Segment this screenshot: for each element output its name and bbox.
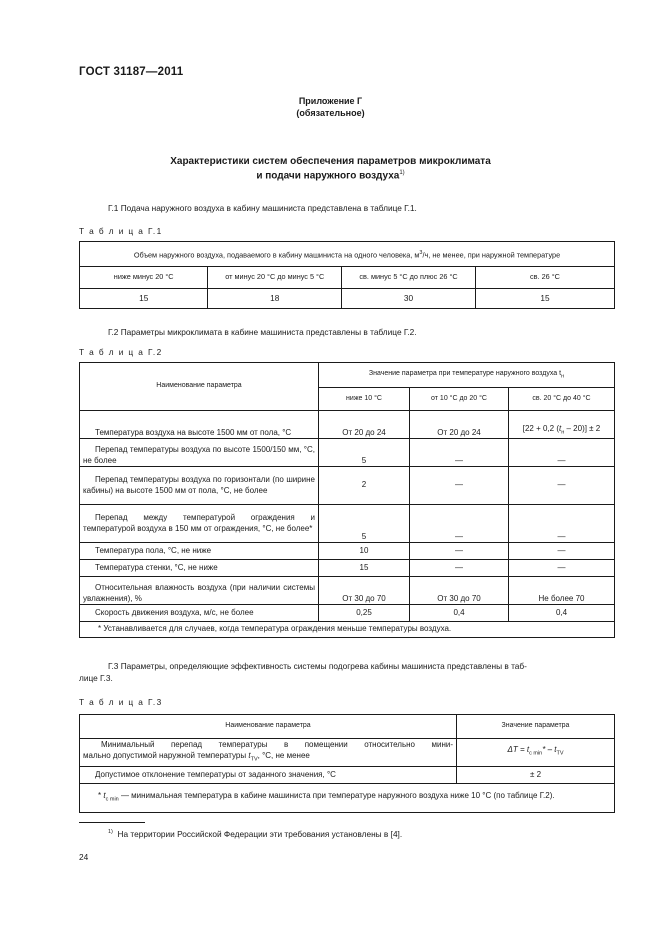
table2-row7-name: Относительная влажность воздуха (при наличии системы увлажнения), % — [80, 577, 319, 605]
table2-row1-name: Температура воздуха на высоте 1500 мм от пола, °С — [80, 411, 319, 439]
table-row — [80, 739, 615, 767]
paragraph-g3-line2: лице Г.3. — [79, 673, 113, 683]
table1-value-1: 15 — [80, 289, 208, 309]
footnote-divider — [79, 822, 145, 823]
table2-row6-v2: — — [410, 560, 509, 577]
appendix-title: Приложение Г — [298, 96, 363, 106]
table1-col-2: от минус 20 °С до минус 5 °С — [208, 267, 342, 289]
footnote — [108, 829, 402, 839]
section-title-line2 — [0, 170, 661, 181]
footnote-ref: 1) — [399, 170, 405, 176]
paragraph-g3-line1: Г.3 Параметры, определяющие эффективность системы подогрева кабины машиниста представлены в таб- — [108, 661, 527, 671]
table-row — [80, 411, 615, 439]
footnote-text: На территории Российской Федерации эти требования установлены в [4]. — [117, 829, 403, 839]
table2-col-name: Наименование параметра — [80, 363, 319, 411]
table-row — [80, 543, 615, 560]
table3-caption: Т а б л и ц а Г.3 — [79, 697, 163, 707]
table3-note: * $t_{c min}$ — минимальная температура в кабине машиниста при температуре наружного воздуха ниже 10 °С (по таблице Г.2). — [80, 784, 615, 813]
table2-row5-v3: — — [509, 543, 615, 560]
table1-value-4: 15 — [475, 289, 614, 309]
table3-row2-name: Допустимое отклонение температуры от заданного значения, °С — [80, 767, 457, 784]
table2-row2-v2: — — [410, 439, 509, 467]
table-row — [80, 439, 615, 467]
table2-row3-name: Перепад температуры воздуха по горизонтали (по ширине кабины) на высоте 1500 мм от пола, °С, не более — [80, 467, 319, 505]
table1-value-2: 18 — [208, 289, 342, 309]
table2-row2-v3: — — [509, 439, 615, 467]
table2-row3-v3: — — [509, 467, 615, 505]
table2-row1-v2: От 20 до 24 — [410, 411, 509, 439]
table-g2 — [79, 362, 615, 638]
table1-col-3: св. минус 5 °С до плюс 26 °С — [342, 267, 476, 289]
table2-row4-v2: — — [410, 505, 509, 543]
table2-group-header: Значение параметра при температуре наружного воздуха $t_н$ — [319, 363, 615, 388]
table3-row2-value: ± 2 — [457, 767, 615, 784]
table-row — [80, 467, 615, 505]
section-title-line1: Характеристики систем обеспечения параметров микроклимата — [170, 156, 491, 167]
table2-row4-v3: — — [509, 505, 615, 543]
document-code: ГОСТ 31187—2011 — [79, 66, 184, 78]
table2-row8-v1: 0,25 — [319, 605, 410, 622]
table2-row6-v1: 15 — [319, 560, 410, 577]
table3-col-value: Значение параметра — [457, 715, 615, 739]
table2-caption: Т а б л и ц а Г.2 — [79, 347, 163, 357]
table2-subcol-2: от 10 °С до 20 °С — [410, 388, 509, 411]
table-g1 — [79, 241, 615, 309]
table-row — [80, 577, 615, 605]
table2-row3-v2: — — [410, 467, 509, 505]
table-row — [80, 560, 615, 577]
table-row — [80, 605, 615, 622]
table2-row8-v2: 0,4 — [410, 605, 509, 622]
table-g3 — [79, 714, 615, 813]
section-title-text: и подачи наружного воздуха — [256, 170, 400, 182]
table2-row6-v3: — — [509, 560, 615, 577]
table2-row8-v3: 0,4 — [509, 605, 615, 622]
table3-row1-value: $\Delta T = t_{c min}* - t_{TV}$ — [457, 739, 615, 767]
paragraph-g2: Г.2 Параметры микроклимата в кабине машиниста представлены в таблице Г.2. — [108, 327, 417, 337]
paragraph-g1: Г.1 Подача наружного воздуха в кабину машиниста представлена в таблице Г.1. — [108, 203, 417, 213]
table1-caption: Т а б л и ц а Г.1 — [79, 226, 163, 236]
table1-col-1: ниже минус 20 °С — [80, 267, 208, 289]
footnote-mark: 1) — [108, 829, 113, 836]
table-row — [80, 767, 615, 784]
table2-row7-v1: От 30 до 70 — [319, 577, 410, 605]
table-row — [80, 505, 615, 543]
table2-row7-v3: Не более 70 — [509, 577, 615, 605]
table2-subcol-3: св. 20 °С до 40 °С — [509, 388, 615, 411]
table3-col-name: Наименование параметра — [80, 715, 457, 739]
table1-value-3: 30 — [342, 289, 476, 309]
table2-row3-v1: 2 — [319, 467, 410, 505]
appendix-status: (обязательное) — [296, 108, 365, 118]
page-number: 24 — [79, 852, 89, 862]
table2-note: * Устанавливается для случаев, когда температура ограждения меньше температуры воздуха. — [80, 622, 615, 638]
table2-row5-v1: 10 — [319, 543, 410, 560]
table1-header: Объем наружного воздуха, подаваемого в кабину машиниста на одного человека, $м^3/ч$, не менее, при наружной температуре — [80, 242, 615, 267]
table2-row7-v2: От 30 до 70 — [410, 577, 509, 605]
table2-row8-name: Скорость движения воздуха, м/с, не более — [80, 605, 319, 622]
table2-row4-v1: 5 — [319, 505, 410, 543]
table3-row1-name: Минимальный перепад температуры в помещении относительно мини- мально допустимой наружной температуры $t_{TV}$, °С, не менее — [80, 739, 457, 767]
table2-row2-name: Перепад температуры воздуха по высоте 1500/150 мм, °С, не более — [80, 439, 319, 467]
table2-row6-name: Температура стенки, °С, не ниже — [80, 560, 319, 577]
table2-row5-name: Температура пола, °С, не ниже — [80, 543, 319, 560]
table2-row4-name: Перепад между температурой ограждения и температурой воздуха в 150 мм от ограждения, °С, не более* — [80, 505, 319, 543]
table2-subcol-1: ниже 10 °С — [319, 388, 410, 411]
table2-row1-v1: От 20 до 24 — [319, 411, 410, 439]
table2-row5-v2: — — [410, 543, 509, 560]
table2-row2-v1: 5 — [319, 439, 410, 467]
table2-row1-v3: [22 + 0,2 $(t_н - 20)] \pm 2$ — [509, 411, 615, 439]
table1-col-4: св. 26 °С — [475, 267, 614, 289]
